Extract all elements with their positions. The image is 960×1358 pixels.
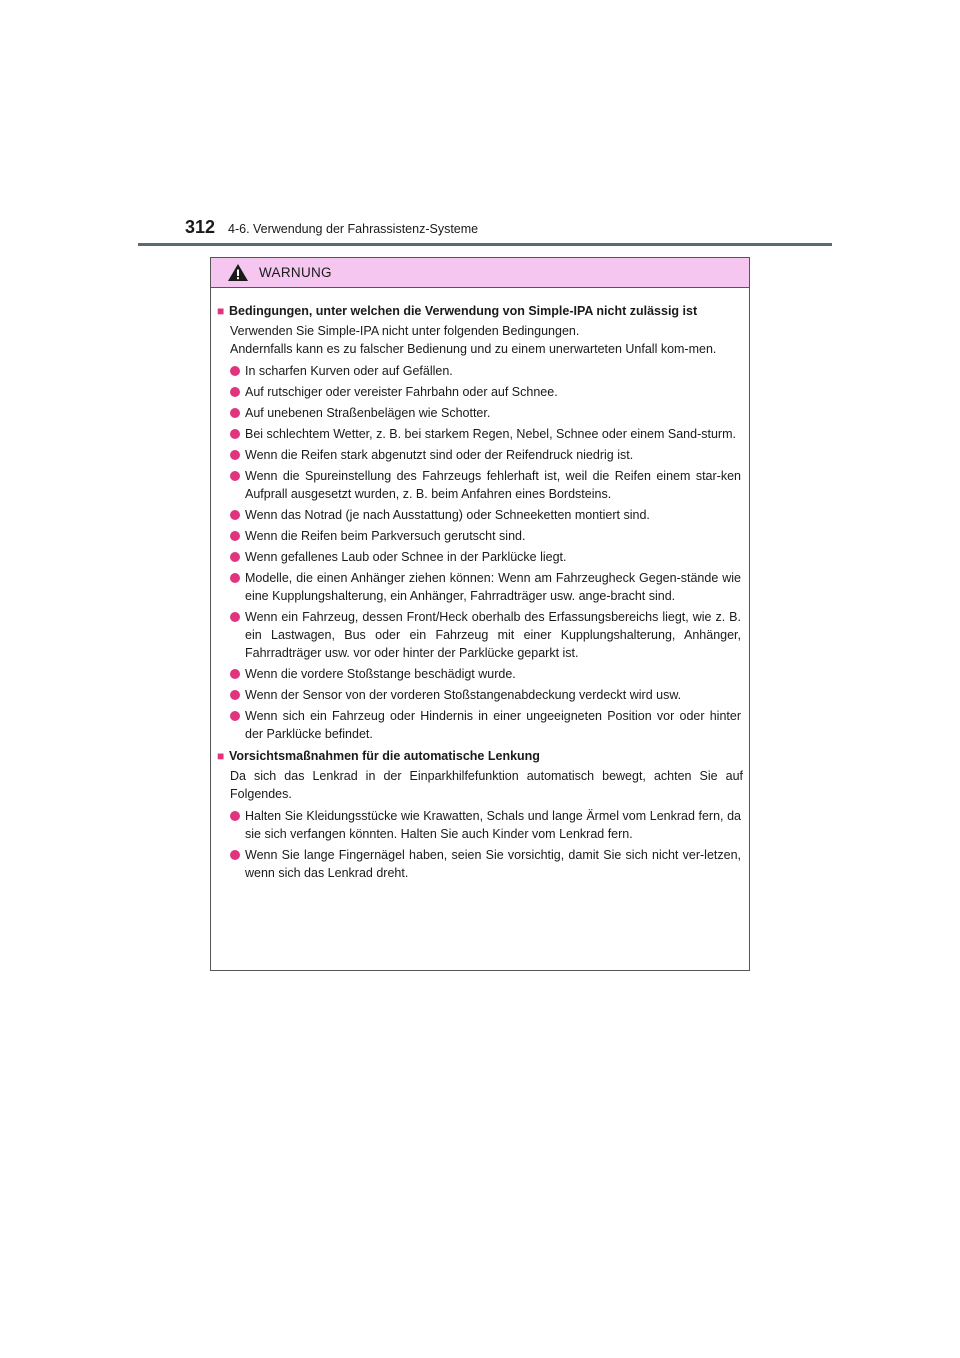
bullet-icon [230, 450, 240, 460]
list-item [217, 506, 743, 524]
list-item-text: Wenn der Sensor von der vorderen Stoßstangenabdeckung verdeckt wird usw. [245, 688, 682, 702]
warning-triangle-icon [227, 263, 249, 282]
list-item [217, 467, 743, 503]
bullet-icon [230, 690, 240, 700]
list-item-text: Halten Sie Kleidungsstücke wie Krawatten, Schals und lange Ärmel vom Lenkrad fern, da sie sich verfangen könnten. Halten Sie auch Kinder vom Lenkrad fern. [245, 809, 741, 841]
list-item [217, 665, 743, 683]
list-item-text: Wenn ein Fahrzeug, dessen Front/Heck oberhalb des Erfassungsbereichs liegt, wie z. B. ein Lastwagen, Bus oder ein Fahrzeug mit einer Kupplungshalterung, Anhänger, Fahrradträger usw. vor oder hinter der Parklücke geparkt ist. [245, 610, 741, 660]
bullet-icon [230, 811, 240, 821]
section-heading-text: Vorsichtsmaßnahmen für die automatische Lenkung [229, 749, 540, 763]
warning-box [210, 257, 750, 971]
warning-title: WARNUNG [259, 265, 332, 280]
list-item-text: Wenn die Reifen stark abgenutzt sind oder der Reifendruck niedrig ist. [245, 448, 634, 462]
list-item-text: Wenn sich ein Fahrzeug oder Hindernis in einer ungeeigneten Position vor oder hinter der Parklücke befindet. [245, 709, 741, 741]
bullet-icon [230, 471, 240, 481]
list-item-text: Wenn gefallenes Laub oder Schnee in der Parklücke liegt. [245, 550, 567, 564]
list-item [217, 446, 743, 464]
list-item [217, 608, 743, 662]
list-item [217, 383, 743, 401]
section-heading-text: Bedingungen, unter welchen die Verwendung von Simple-IPA nicht zulässig ist [229, 304, 698, 318]
list-item [217, 548, 743, 566]
list-item-text: Wenn Sie lange Fingernägel haben, seien Sie vorsichtig, damit Sie sich nicht ver-letzen, wenn sich das Lenkrad dreht. [245, 848, 741, 880]
bullet-icon [230, 711, 240, 721]
warning-body [211, 288, 749, 882]
square-bullet-icon: ■ [217, 304, 225, 318]
bullet-icon [230, 429, 240, 439]
list-item [217, 686, 743, 704]
list-item [217, 527, 743, 545]
section-heading [217, 302, 743, 320]
bullet-icon [230, 850, 240, 860]
list-item-text: Auf rutschiger oder vereister Fahrbahn oder auf Schnee. [245, 385, 558, 399]
header-divider [138, 243, 832, 246]
intro-paragraph [217, 767, 743, 803]
bullet-icon [230, 612, 240, 622]
bullet-icon [230, 573, 240, 583]
bullet-icon [230, 669, 240, 679]
list-item-text: Modelle, die einen Anhänger ziehen können: Wenn am Fahrzeugheck Gegen-stände wie eine Kupplungshalterung, ein Anhänger, Fahrradträger usw. ange-bracht sind. [245, 571, 741, 603]
square-bullet-icon: ■ [217, 749, 225, 763]
list-item-text: Bei schlechtem Wetter, z. B. bei starkem Regen, Nebel, Schnee oder einem Sand-sturm. [245, 427, 736, 441]
warning-header [211, 258, 749, 288]
list-item [217, 425, 743, 443]
intro-line: Verwenden Sie Simple-IPA nicht unter folgenden Bedingungen. [230, 324, 580, 338]
list-item [217, 569, 743, 605]
list-item [217, 362, 743, 380]
section-title: 4-6. Verwendung der Fahrassistenz-Systeme [228, 222, 479, 236]
list-item [217, 707, 743, 743]
list-item-text: Wenn die vordere Stoßstange beschädigt wurde. [245, 667, 516, 681]
bullet-icon [230, 510, 240, 520]
bullet-icon [230, 408, 240, 418]
list-item-text: Wenn das Notrad (je nach Ausstattung) oder Schneeketten montiert sind. [245, 508, 650, 522]
list-item-text: In scharfen Kurven oder auf Gefällen. [245, 364, 453, 378]
intro-line: Andernfalls kann es zu falscher Bedienung und zu einem unerwarteten Unfall kom-men. [230, 342, 717, 356]
page-number: 312 [185, 217, 216, 237]
bullet-icon [230, 387, 240, 397]
list-item-text: Auf unebenen Straßenbelägen wie Schotter. [245, 406, 491, 420]
bullet-icon [230, 552, 240, 562]
section-heading [217, 747, 743, 765]
bullet-icon [230, 531, 240, 541]
list-item [217, 807, 743, 843]
intro-paragraph [217, 322, 743, 358]
list-item [217, 846, 743, 882]
list-item-text: Wenn die Reifen beim Parkversuch gerutscht sind. [245, 529, 526, 543]
list-item-text: Wenn die Spureinstellung des Fahrzeugs fehlerhaft ist, weil die Reifen einem star-ken Aufprall ausgesetzt wurden, z. B. beim Anfahren eines Bordsteins. [245, 469, 741, 501]
bullet-icon [230, 366, 240, 376]
list-item [217, 404, 743, 422]
intro-line: Da sich das Lenkrad in der Einparkhilfefunktion automatisch bewegt, achten Sie auf Folgendes. [230, 769, 743, 801]
